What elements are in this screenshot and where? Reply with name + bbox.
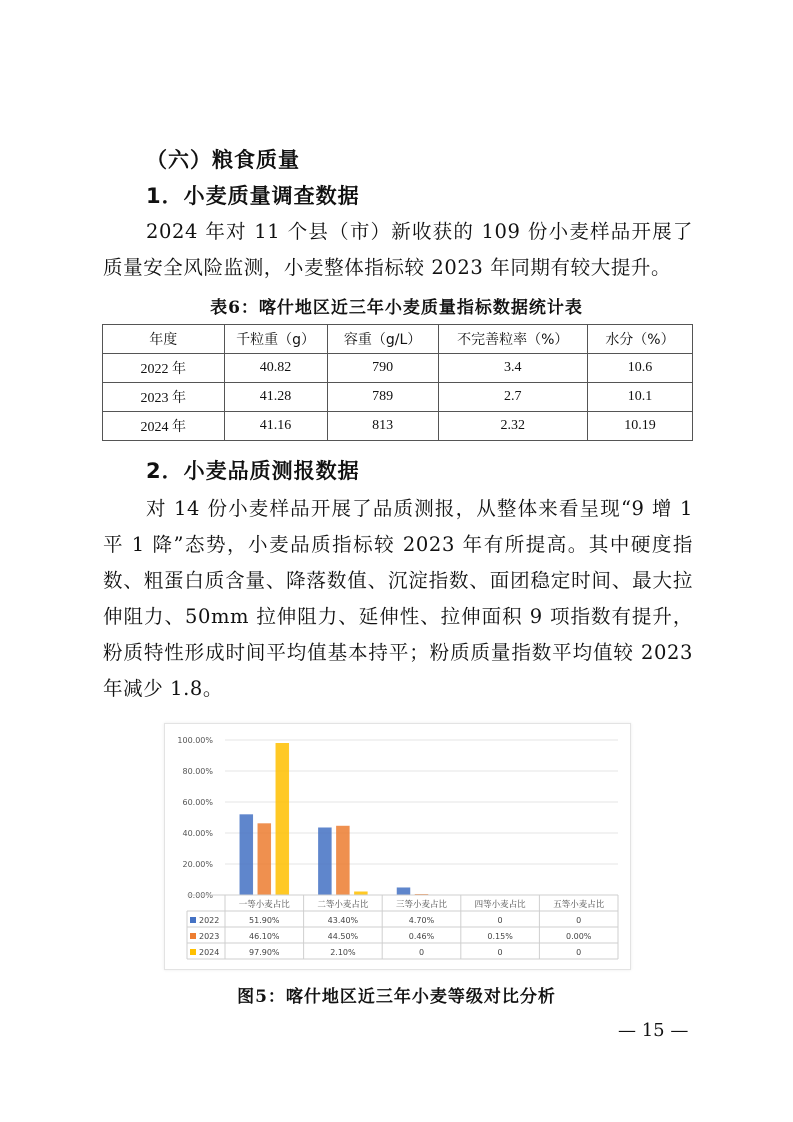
data-label: 4.70%: [408, 916, 435, 925]
data-label: 0: [576, 916, 582, 925]
data-label: 44.50%: [327, 932, 359, 941]
data-label: 2.10%: [330, 948, 356, 957]
x-category-label: 五等小麦占比: [553, 900, 605, 910]
table-cell: 10.19: [587, 412, 692, 441]
table-cell: 2023 年: [103, 383, 225, 412]
x-category-label: 四等小麦占比: [474, 900, 526, 910]
header-imperfect-rate: 不完善粒率（%）: [438, 325, 587, 354]
section-heading: （六）粮食质量: [146, 148, 300, 172]
table-row: [103, 412, 693, 441]
table-cell: 10.1: [587, 383, 692, 412]
table-cell: 2.32: [438, 412, 587, 441]
quality-table: [102, 324, 693, 441]
bar: [258, 824, 271, 895]
chart-frame: [164, 723, 631, 970]
subsection-heading-1: 1．小麦质量调查数据: [146, 184, 360, 208]
y-tick-label: 40.00%: [182, 829, 213, 838]
y-tick-label: 100.00%: [177, 736, 213, 745]
table-cell: 2024 年: [103, 412, 225, 441]
header-test-weight: 容重（g/L）: [327, 325, 438, 354]
table-cell: 3.4: [438, 354, 587, 383]
table-cell: 790: [327, 354, 438, 383]
bar: [240, 815, 253, 895]
x-category-label: 二等小麦占比: [317, 900, 369, 910]
legend-label: 2024: [199, 948, 220, 957]
subsection-heading-2: 2．小麦品质测报数据: [146, 459, 360, 483]
table-cell: 813: [327, 412, 438, 441]
data-label: 97.90%: [249, 948, 280, 957]
data-label: 0.00%: [565, 932, 592, 941]
table-caption: 表6：喀什地区近三年小麦质量指标数据统计表: [210, 298, 583, 318]
data-label: 0: [576, 948, 582, 957]
table-cell: 41.28: [224, 383, 327, 412]
table-cell: 2.7: [438, 383, 587, 412]
table-cell: 41.16: [224, 412, 327, 441]
table-cell: 10.6: [587, 354, 692, 383]
table-header-row: [103, 325, 693, 354]
data-label: 51.90%: [249, 916, 280, 925]
wheat-grade-chart: [165, 724, 630, 969]
legend-swatch: [190, 917, 196, 923]
paragraph-2: 对 14 份小麦样品开展了品质测报，从整体来看呈现“9 增 1 平 1 降”态势，小麦品质指标较 2023 年有所提高。其中硬度指数、粗蛋白质含量、降落数值、沉淀指数、面团稳定时间、最大拉伸阻力、50mm 拉伸阻力、延伸性、拉伸面积 9 项指数有提升，粉质特性形成时间平均值基本持平；粉质质量指数平均值较 2023 年减少 1.8。: [103, 497, 693, 700]
bar: [397, 888, 410, 895]
y-tick-label: 20.00%: [182, 860, 213, 869]
table-row: [103, 383, 693, 412]
data-label: 0: [497, 948, 503, 957]
page-number: — 15 —: [618, 1020, 689, 1041]
y-tick-label: 60.00%: [182, 798, 213, 807]
data-label: 0: [418, 948, 425, 957]
y-tick-label: 0.00%: [187, 891, 213, 900]
legend-label: 2023: [199, 932, 220, 941]
bar: [336, 826, 349, 895]
paragraph-1: 2024 年对 11 个县（市）新收获的 109 份小麦样品开展了质量安全风险监测，小麦整体指标较 2023 年同期有较大提升。: [103, 220, 693, 279]
table-cell: 2022 年: [103, 354, 225, 383]
y-tick-label: 80.00%: [182, 767, 213, 776]
header-year: 年度: [103, 325, 225, 354]
legend-swatch: [190, 933, 196, 939]
data-label: 43.40%: [327, 916, 359, 925]
data-label: 46.10%: [249, 932, 280, 941]
data-label: 0: [497, 916, 503, 925]
bar: [318, 828, 331, 895]
header-moisture: 水分（%）: [587, 325, 692, 354]
table-cell: 40.82: [224, 354, 327, 383]
legend-label: 2022: [199, 916, 220, 925]
x-category-label: 三等小麦占比: [395, 900, 448, 910]
data-label: 0.46%: [408, 932, 435, 941]
data-label: 0.15%: [487, 932, 513, 941]
legend-swatch: [190, 949, 196, 955]
table-row: [103, 354, 693, 383]
bar: [276, 743, 289, 895]
figure-caption: 图5：喀什地区近三年小麦等级对比分析: [237, 987, 556, 1007]
header-thousand-grain-weight: 千粒重（g）: [224, 325, 327, 354]
x-category-label: 一等小麦占比: [238, 900, 290, 910]
table-cell: 789: [327, 383, 438, 412]
